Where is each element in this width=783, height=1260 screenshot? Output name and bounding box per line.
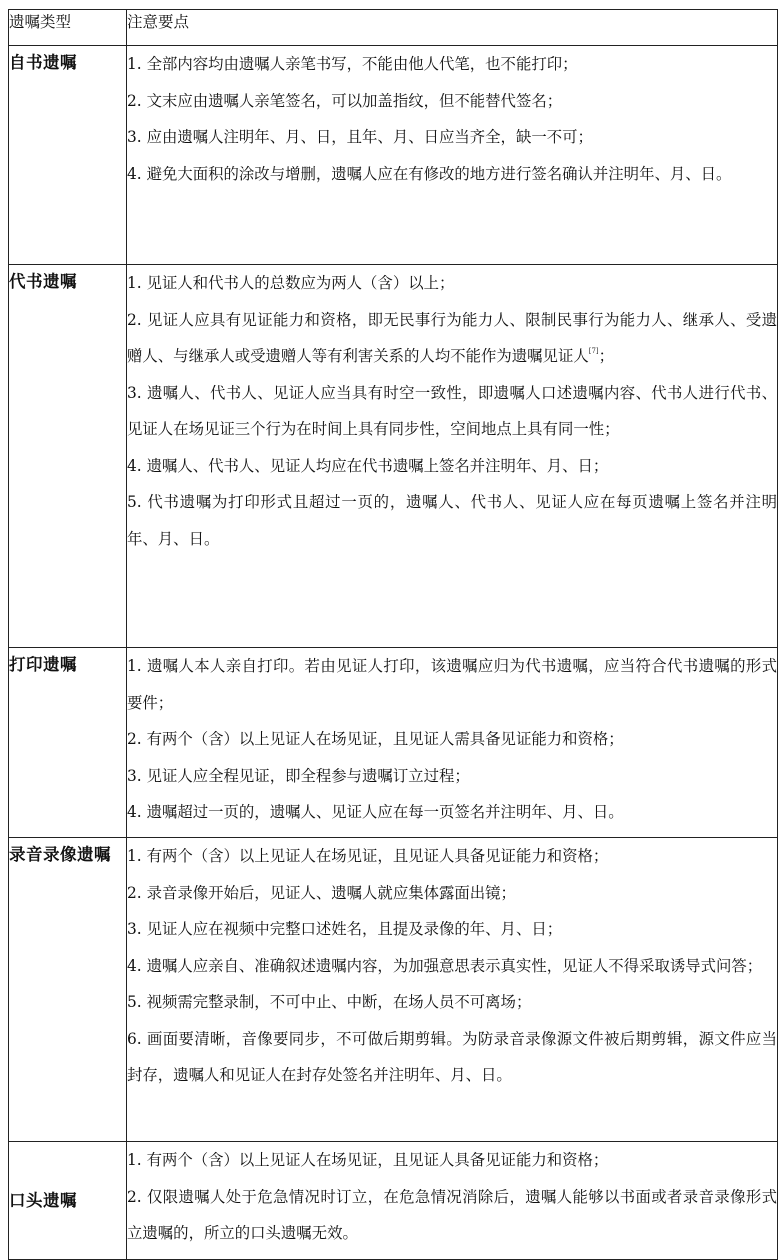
table-row [9, 648, 778, 838]
will-type-cell: 代书遗嘱 [9, 265, 127, 648]
header-will-type: 遗嘱类型 [9, 10, 127, 46]
will-type-cell: 录音录像遗嘱 [9, 838, 127, 1142]
point-item: 4. 避免大面积的涂改与增删，遗嘱人应在有修改的地方进行签名确认并注明年、月、日。 [127, 164, 732, 183]
header-key-points: 注意要点 [127, 10, 778, 46]
point-item: 1. 见证人和代书人的总数应为两人（含）以上； [127, 274, 455, 292]
key-points-cell [127, 46, 778, 265]
key-points-cell [127, 838, 778, 1142]
table-row [9, 46, 778, 265]
point-item: 5. 视频需完整录制，不可中止、中断，在场人员不可离场； [127, 993, 532, 1011]
point-item: 5. 代书遗嘱为打印形式且超过一页的，遗嘱人、代书人、见证人应在每页遗嘱上签名并注明年、月、日。 [127, 493, 777, 548]
will-type-cell: 打印遗嘱 [9, 648, 127, 838]
point-item [127, 302, 777, 375]
point-item: 6. 画面要清晰，音像要同步，不可做后期剪辑。为防录音录像源文件被后期剪辑，源文件应当封存，遗嘱人和见证人在封存处签名并注明年、月、日。 [127, 1029, 777, 1084]
key-points-cell [127, 648, 778, 838]
point-item: 4. 遗嘱人、代书人、见证人均应在代书遗嘱上签名并注明年、月、日； [127, 456, 609, 475]
will-requirements-table [8, 9, 778, 1260]
point-item: 4. 遗嘱人应亲自、准确叙述遗嘱内容，为加强意思表示真实性，见证人不得采取诱导式问答； [127, 956, 763, 975]
point-item: 1. 全部内容均由遗嘱人亲笔书写，不能由他人代笔，也不能打印； [127, 55, 578, 73]
point-item: 3. 应由遗嘱人注明年、月、日，且年、月、日应当齐全，缺一不可； [127, 128, 593, 146]
point-item: 3. 见证人应在视频中完整口述姓名，且提及录像的年、月、日； [127, 920, 563, 938]
footnote-reference: [7] [588, 347, 599, 355]
key-points-cell [127, 265, 778, 648]
point-item: 2. 文末应由遗嘱人亲笔签名，可以加盖指纹，但不能替代签名； [127, 91, 563, 110]
point-text: 2. 见证人应具有见证能力和资格，即无民事行为能力人、限制民事行为能力人、继承人、受遗赠人、与继承人或受遗赠人等有利害关系的人均不能作为遗嘱见证人 [127, 310, 777, 365]
point-item: 1. 遗嘱人本人亲自打印。若由见证人打印，该遗嘱应归为代书遗嘱，应当符合代书遗嘱的形式要件； [127, 657, 777, 712]
key-points-cell [127, 1142, 778, 1260]
point-item: 2. 仅限遗嘱人处于危急情况时订立，在危急情况消除后，遗嘱人能够以书面或者录音录像形式立遗嘱的，所立的口头遗嘱无效。 [127, 1187, 777, 1242]
point-item: 2. 有两个（含）以上见证人在场见证，且见证人需具备见证能力和资格； [127, 730, 624, 748]
point-item: 3. 遗嘱人、代书人、见证人应当具有时空一致性，即遗嘱人口述遗嘱内容、代书人进行代书、见证人在场见证三个行为在时间上具有同步性，空间地点上具有同一性； [127, 383, 777, 438]
point-item: 3. 见证人应全程见证，即全程参与遗嘱订立过程； [127, 766, 470, 785]
point-item: 2. 录音录像开始后，见证人、遗嘱人就应集体露面出镜； [127, 883, 516, 902]
will-type-cell: 自书遗嘱 [9, 46, 127, 265]
point-item: 1. 有两个（含）以上见证人在场见证，且见证人具备见证能力和资格； [127, 847, 609, 865]
table-row [9, 265, 778, 648]
header-row [9, 10, 778, 46]
point-item: 4. 遗嘱超过一页的，遗嘱人、见证人应在每一页签名并注明年、月、日。 [127, 803, 624, 821]
table-row [9, 1142, 778, 1260]
will-type-cell: 口头遗嘱 [9, 1142, 127, 1260]
point-item: 1. 有两个（含）以上见证人在场见证，且见证人具备见证能力和资格； [127, 1151, 609, 1169]
table-row [9, 838, 778, 1142]
point-tail: ； [598, 347, 615, 365]
